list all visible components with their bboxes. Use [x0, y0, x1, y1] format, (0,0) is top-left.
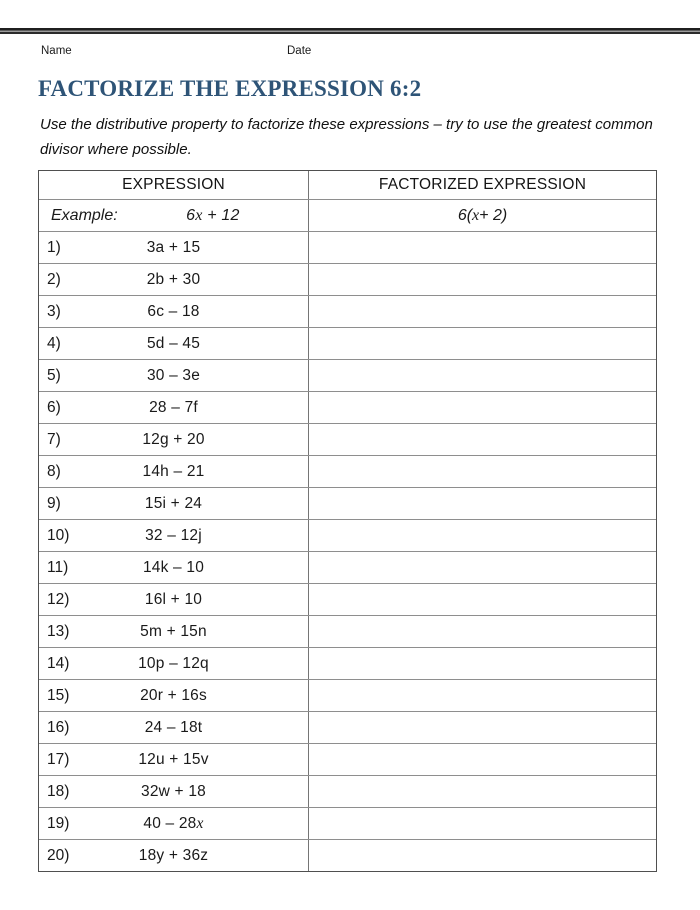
table-row [39, 711, 656, 743]
expression-cell [39, 232, 309, 263]
answer-cell [309, 488, 656, 519]
example-expression: 6x + 12 [186, 206, 240, 224]
row-number: 20) [47, 846, 70, 864]
table-row [39, 647, 656, 679]
table-row [39, 295, 656, 327]
row-number: 2) [47, 270, 61, 288]
example-expression-cell [39, 200, 309, 231]
expression-cell [39, 552, 309, 583]
expression-cell [39, 488, 309, 519]
row-number: 8) [47, 462, 61, 480]
column-header-factorized: FACTORIZED EXPRESSION [378, 176, 587, 193]
expression-cell [39, 264, 309, 295]
row-number: 6) [47, 398, 61, 416]
name-label: Name [41, 45, 72, 57]
expression-text: 30 – 3e [146, 366, 201, 384]
answer-cell [309, 360, 656, 391]
expression-text: 32w + 18 [141, 782, 206, 800]
table-row [39, 455, 656, 487]
row-number: 5) [47, 366, 61, 384]
expression-text: 40 – 28x [143, 814, 204, 832]
table-row [39, 679, 656, 711]
table-row [39, 327, 656, 359]
expression-text: 18y + 36z [138, 846, 209, 864]
expression-text: 32 – 12j [145, 526, 202, 544]
answer-cell [309, 808, 656, 839]
expression-text: 2b + 30 [146, 270, 201, 288]
row-number: 13) [47, 622, 70, 640]
row-number: 17) [47, 750, 70, 768]
expression-text: 5d – 45 [146, 334, 201, 352]
answer-cell [309, 520, 656, 551]
row-number: 19) [47, 814, 70, 832]
table-row [39, 839, 656, 871]
expression-text: 3a + 15 [146, 238, 201, 256]
expression-text: 20r + 16s [140, 686, 207, 704]
page-title: FACTORIZE THE EXPRESSION 6:2 [38, 76, 422, 101]
expression-text: 16l + 10 [144, 590, 203, 608]
top-divider-bar [0, 28, 700, 34]
row-number: 14) [47, 654, 70, 672]
table-row [39, 263, 656, 295]
row-number: 18) [47, 782, 70, 800]
instructions-line-2: divisor where possible. [40, 141, 192, 158]
answer-cell [309, 232, 656, 263]
row-number: 10) [47, 526, 70, 544]
example-label: Example: [51, 206, 118, 224]
expression-cell [39, 616, 309, 647]
answer-cell [309, 712, 656, 743]
table-row [39, 231, 656, 263]
answer-cell [309, 296, 656, 327]
answer-cell [309, 616, 656, 647]
expression-cell [39, 328, 309, 359]
expression-text: 14h – 21 [142, 462, 205, 480]
expression-cell [39, 424, 309, 455]
answer-cell [309, 424, 656, 455]
answer-cell [309, 680, 656, 711]
table-row [39, 423, 656, 455]
expression-text: 24 – 18t [144, 718, 203, 736]
expression-text: 15i + 24 [144, 494, 203, 512]
row-number: 3) [47, 302, 61, 320]
expression-text: 14k – 10 [142, 558, 205, 576]
expression-cell [39, 392, 309, 423]
table-row [39, 551, 656, 583]
answer-cell [309, 840, 656, 871]
expression-text: 12u + 15v [138, 750, 209, 768]
expression-cell [39, 360, 309, 391]
instructions-line-1: Use the distributive property to factorize these expressions – try to use the greatest common [40, 116, 653, 133]
row-number: 9) [47, 494, 61, 512]
row-number: 12) [47, 590, 70, 608]
expression-cell [39, 584, 309, 615]
expression-text: 6c – 18 [147, 302, 200, 320]
table-row [39, 743, 656, 775]
table-row [39, 391, 656, 423]
expression-text: 28 – 7f [149, 398, 198, 416]
worksheet-table [38, 170, 657, 872]
expression-cell [39, 776, 309, 807]
table-row [39, 807, 656, 839]
answer-cell [309, 264, 656, 295]
table-row [39, 615, 656, 647]
expression-cell [39, 808, 309, 839]
row-number: 11) [47, 558, 69, 576]
table-row [39, 519, 656, 551]
expression-text: 10p – 12q [138, 654, 209, 672]
answer-cell [309, 648, 656, 679]
answer-cell [309, 456, 656, 487]
date-label: Date [287, 45, 312, 57]
expression-cell [39, 520, 309, 551]
instructions [40, 112, 670, 162]
column-header-expression: EXPRESSION [39, 171, 309, 199]
row-number: 1) [47, 238, 61, 256]
table-row [39, 359, 656, 391]
example-factorized: 6( x + 2) [457, 206, 508, 224]
table-header-row [39, 171, 656, 199]
table-row [39, 775, 656, 807]
answer-cell [309, 744, 656, 775]
table-row [39, 487, 656, 519]
row-number: 15) [47, 686, 70, 704]
example-row [39, 199, 656, 231]
expression-cell [39, 296, 309, 327]
expression-cell [39, 648, 309, 679]
expression-cell [39, 712, 309, 743]
expression-cell [39, 680, 309, 711]
answer-cell [309, 392, 656, 423]
row-number: 4) [47, 334, 61, 352]
answer-cell [309, 328, 656, 359]
answer-cell [309, 776, 656, 807]
row-number: 7) [47, 430, 61, 448]
expression-cell [39, 840, 309, 871]
expression-text: 12g + 20 [142, 430, 205, 448]
answer-cell [309, 552, 656, 583]
table-row [39, 583, 656, 615]
expression-cell [39, 456, 309, 487]
expression-cell [39, 744, 309, 775]
row-number: 16) [47, 718, 70, 736]
expression-text: 5m + 15n [140, 622, 207, 640]
answer-cell [309, 584, 656, 615]
